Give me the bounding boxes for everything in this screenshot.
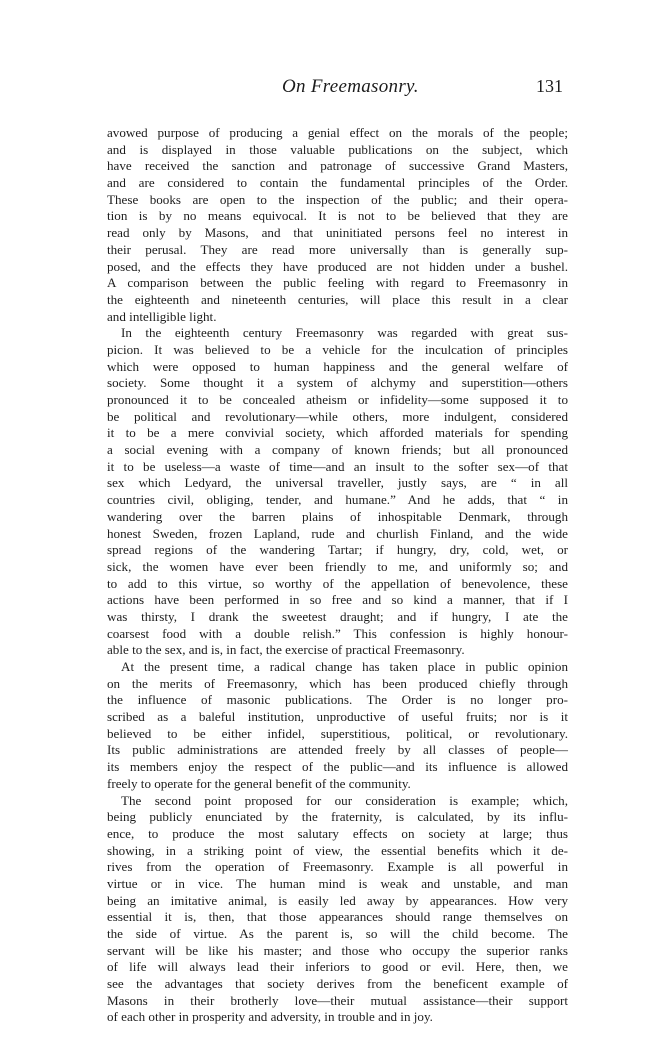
text-line: freely to operate for the general benefit of the community. xyxy=(107,775,411,791)
page-number: 131 xyxy=(536,76,563,96)
text-line: essential it is, then, that those appearances should range themselves on xyxy=(107,909,568,925)
text-line: countries civil, obliging, tender, and humane.” And he adds, that “ in xyxy=(107,492,568,508)
text-line: read only by Masons, and that uninitiated persons feel no interest in xyxy=(107,225,568,241)
text-line: picion. It was believed to be a vehicle for the inculcation of principles xyxy=(107,341,568,357)
text-line: the side of virtue. As the parent is, so will the child become. The xyxy=(107,926,568,941)
text-line: see the advantages that society derives from the beneficent example of xyxy=(107,976,568,992)
text-line: of each other in prosperity and adversity, in trouble and in joy. xyxy=(107,1009,433,1025)
text-line: a social evening with a company of known friends; but all pronounced xyxy=(107,442,568,458)
running-title: On Freemasonry. xyxy=(282,76,419,97)
text-line: scribed as a baleful institution, unproductive of useful fruits; nor is it xyxy=(107,709,568,725)
text-line: In the eighteenth century Freemasonry was regarded with great sus- xyxy=(121,325,568,341)
text-line: actions have been performed in so free and so kind a manner, that if I xyxy=(107,592,568,608)
text-line: The second point proposed for our consideration is example; which, xyxy=(121,792,568,808)
text-line: which were opposed to human happiness and the general welfare of xyxy=(107,358,568,374)
text-line: sick, the women have ever been friendly to me, and uniformly so; and xyxy=(107,558,568,574)
text-line: pronounced it to be concealed atheism or infidelity—some supposed it to xyxy=(107,392,568,407)
text-line: of life will always lead their inferiors to good or evil. Here, then, we xyxy=(107,959,568,975)
text-line: be political and revolutionary—while others, more indulgent, considered xyxy=(107,408,568,424)
text-line: coarsest food with a double relish.” This confession is highly honour- xyxy=(107,625,568,641)
paragraph xyxy=(107,325,568,659)
paragraph xyxy=(107,659,568,793)
text-line: to add to this virtue, so worthy of the appellation of benevolence, these xyxy=(107,575,568,591)
text-line: their perusal. They are read more universally than is generally sup- xyxy=(107,241,568,257)
text-line: able to the sex, and is, in fact, the exercise of practical Freemasonry. xyxy=(107,642,465,658)
body-text xyxy=(107,125,568,1026)
text-line: A comparison between the public feeling with regard to Freemasonry in xyxy=(107,275,568,291)
text-line: and are considered to contain the fundamental principles of the Order. xyxy=(107,175,568,191)
text-line: Masons in their brotherly love—their mutual assistance—their support xyxy=(107,992,568,1008)
text-line: Its public administrations are attended freely by all classes of people— xyxy=(107,742,568,758)
text-line: wandering over the barren plains of inhospitable Denmark, through xyxy=(107,508,568,524)
text-line: the eighteenth and nineteenth centuries, will place this result in a clear xyxy=(107,291,568,307)
text-line: servant will be like his master; and those who occupy the superior ranks xyxy=(107,942,568,958)
text-line: have received the sanction and patronage of successive Grand Masters, xyxy=(107,158,568,174)
text-line: tion is by no means equivocal. It is not to be believed that they are xyxy=(107,208,568,224)
text-line: sex which Ledyard, the universal traveller, justly says, are “ in all xyxy=(107,475,568,491)
text-line: At the present time, a radical change has taken place in public opinion xyxy=(121,659,568,674)
text-line: These books are open to the inspection of the public; and their opera- xyxy=(107,191,568,207)
text-line: the influence of masonic publications. The Order is no longer pro- xyxy=(107,692,568,708)
text-line: being an imitative animal, is easily led away by appearances. How very xyxy=(107,892,568,908)
text-line: was thirsty, I drank the sweetest draught; and if hungry, I ate the xyxy=(107,608,568,624)
text-line: being publicly enunciated by the fraternity, is calculated, by its influ- xyxy=(107,809,568,825)
text-line: society. Some thought it a system of alchymy and superstition—others xyxy=(107,375,568,391)
text-line: it to be useless—a waste of time—and an insult to the softer sex—of that xyxy=(107,458,568,474)
text-line: rives from the operation of Freemasonry. Example is all powerful in xyxy=(107,859,568,875)
text-line: honest Sweden, frozen Lapland, rude and churlish Finland, and the wide xyxy=(107,525,568,541)
text-line: ence, to produce the most salutary effects on society at large; thus xyxy=(107,825,568,841)
text-line: virtue or in vice. The human mind is weak and unstable, and man xyxy=(107,875,568,891)
text-line: posed, and the effects they have produced are not hidden under a bushel. xyxy=(107,258,568,274)
text-line: spread regions of the wandering Tartar; if hungry, dry, cold, wet, or xyxy=(107,542,568,558)
text-line: believed to be either infidel, superstitious, political, or revolutionary. xyxy=(107,725,568,741)
text-line: showing, in a striking point of view, the essential benefits which it de- xyxy=(107,842,568,858)
text-line: it to be a mere convivial society, which afforded materials for spending xyxy=(107,425,568,441)
paragraph xyxy=(107,125,568,325)
text-line: its members enjoy the respect of the public—and its influence is allowed xyxy=(107,759,568,775)
running-header xyxy=(0,76,668,102)
text-line: and intelligible light. xyxy=(107,308,217,324)
text-line: avowed purpose of producing a genial effect on the morals of the people; xyxy=(107,125,568,140)
text-line: and is displayed in those valuable publications on the subject, which xyxy=(107,141,568,157)
paragraph xyxy=(107,793,568,1027)
text-line: on the merits of Freemasonry, which has been produced chiefly through xyxy=(107,675,568,691)
